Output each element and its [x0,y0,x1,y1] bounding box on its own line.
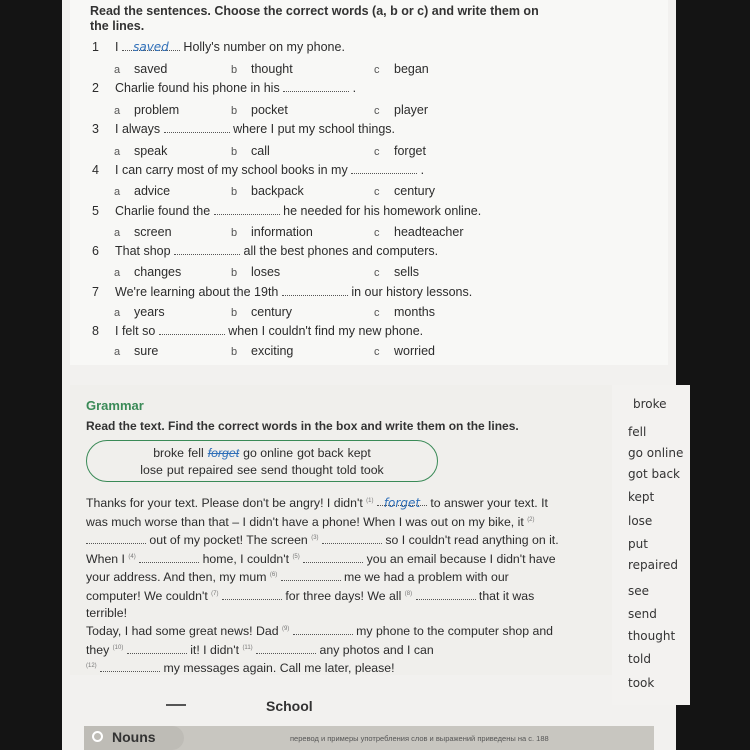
option-a[interactable] [114,62,167,76]
question-number: 7 [92,285,99,299]
option-letter: b [231,64,238,76]
text-segment: for three days! We all [285,589,402,604]
option-c[interactable] [374,344,435,358]
option-c[interactable] [374,62,429,76]
option-word: advice [134,184,171,198]
option-word: months [394,305,435,319]
option-word: exciting [251,344,294,358]
option-c[interactable] [374,103,428,117]
box-word: lose [140,463,163,477]
text-segment: me we had a problem with our computer! We couldn't [86,570,509,604]
answer-blank[interactable] [282,285,348,296]
option-a[interactable] [114,265,181,279]
box-word: see [237,463,257,477]
option-word: headteacher [394,225,464,239]
option-word: worried [394,344,435,358]
option-letter: b [231,346,238,358]
option-word: pocket [251,103,288,117]
option-b[interactable] [231,344,293,358]
option-letter: a [114,64,121,76]
question-number: 4 [92,163,99,177]
option-word: backpack [251,184,304,198]
question-5 [92,204,481,218]
question-text-after: . [349,81,357,95]
box-word: forget [207,446,240,460]
option-b[interactable] [231,305,292,319]
answer-blank[interactable] [283,81,349,92]
text-segment: so I couldn't read anything on it. When I [86,533,559,566]
question-text-after: all the best phones and computers. [240,244,439,258]
option-letter: b [231,105,238,117]
option-word: speak [134,144,168,158]
box-word: repaired [187,463,234,477]
option-letter: a [114,146,121,158]
gap-number: (11) [242,644,253,651]
question-1 [92,40,345,54]
question-3 [92,122,395,136]
question-text-after: in our history lessons. [347,285,473,299]
option-letter: a [114,227,121,239]
box-word: send [260,463,288,477]
question-text-after: . [417,163,425,177]
option-letter: c [374,105,380,117]
grammar-text [86,493,566,677]
question-7 [92,285,472,299]
option-word: saved [134,62,168,76]
box-word: go online [243,446,294,460]
option-a[interactable] [114,184,170,198]
text-segment: that it was terrible! [86,589,535,620]
option-letter: b [231,146,238,158]
question-text-before: Charlie found his phone in his [115,81,284,95]
option-letter: b [231,186,238,198]
option-a[interactable] [114,305,165,319]
text-segment: any photos and I can [319,642,434,657]
box-word: kept [347,446,371,460]
question-text-before: Charlie found the [115,204,214,218]
option-word: information [251,225,313,239]
gap-number: (12) [86,663,97,670]
option-word: years [134,305,165,319]
question-6 [92,244,438,258]
side-word: fell [628,425,647,439]
gap-9[interactable] [293,624,353,635]
text-segment: out of my pocket! The screen [149,533,308,548]
gap-10[interactable] [127,643,187,654]
side-word: put [628,537,648,551]
gap-1[interactable] [377,495,427,511]
side-word: took [628,676,655,690]
question-4 [92,163,424,177]
side-word: thought [628,629,676,643]
word-box [86,440,438,482]
option-b[interactable] [231,184,304,198]
option-word: player [394,103,429,117]
option-letter: b [231,307,238,319]
text-segment: you an email because I didn't have your address. And then, my mum [86,551,556,585]
answer-blank[interactable] [214,204,280,215]
handwritten-answer: forget [383,496,421,511]
option-b[interactable] [231,144,270,158]
gap-number: (8) [404,590,413,597]
option-word: problem [134,103,180,117]
gap-11[interactable] [256,643,316,654]
option-letter: c [374,64,380,76]
gap-number: (10) [112,644,124,651]
gap-number: (1) [366,498,374,504]
question-2 [92,81,356,95]
option-letter: c [374,267,380,279]
box-word: put [166,463,184,477]
question-number: 1 [92,40,99,54]
side-word: go online [628,446,684,460]
grammar-instruction: Read the text. Find the correct words in the box and write them on the lines. [86,419,519,433]
text-segment: my phone to the computer shop and they [86,624,554,657]
option-c[interactable] [374,225,464,239]
option-letter: a [114,105,121,117]
side-word: broke [633,397,667,411]
word-box-line-1 [87,445,437,462]
option-letter: a [114,307,121,319]
option-word: forget [394,144,426,158]
option-word: began [394,62,429,76]
question-number: 8 [92,324,99,338]
question-text-before: I [115,40,122,54]
option-letter: a [114,346,121,358]
gap-4[interactable] [139,552,199,563]
gap-6[interactable] [281,570,341,581]
box-word: told [336,463,357,477]
grammar-heading: Grammar [86,398,144,413]
gap-number: (6) [269,572,278,579]
box-word: took [360,463,384,477]
question-text-after: Holly's number on my phone. [179,40,345,54]
divider [166,704,186,706]
handwritten-answer: saved [133,40,169,54]
side-word: repaired [628,558,679,572]
question-text-before: I can carry most of my school books in my [115,163,352,177]
text-segment: Today, I had some great news! Dad [86,624,279,639]
gap-number: (2) [527,516,535,523]
option-c[interactable] [374,184,435,198]
option-c[interactable] [374,305,435,319]
word-box-line-2 [87,462,437,479]
gap-7[interactable] [222,589,282,600]
box-word: fell [187,446,204,460]
side-word: send [628,607,657,621]
option-word: sure [134,344,159,358]
option-b[interactable] [231,225,313,239]
gap-8[interactable] [416,589,476,600]
question-text-before: That shop [115,244,175,258]
gap-12[interactable] [100,661,160,672]
text-segment: it! I didn't [190,642,240,657]
option-letter: a [114,186,121,198]
option-a[interactable] [114,144,167,158]
option-a[interactable] [114,103,179,117]
option-word: loses [251,265,281,279]
option-letter: c [374,346,380,358]
option-letter: c [374,186,380,198]
option-letter: a [114,267,121,279]
box-word: thought [291,463,333,477]
side-word: got back [628,467,680,481]
option-word: call [251,144,270,158]
option-letter: b [231,267,238,279]
option-b[interactable] [231,62,293,76]
side-word-column [612,385,690,705]
text-segment: home, I couldn't [202,551,290,566]
gap-number: (4) [128,553,136,560]
text-segment: to answer your text. It was much worse than that – I didn't have a phone! When I was out on my bike, it [86,496,548,529]
option-letter: c [374,227,380,239]
gap-number: (7) [211,590,219,597]
option-letter: c [374,146,380,158]
option-a[interactable] [114,225,172,239]
question-number: 6 [92,244,99,258]
option-word: sells [394,265,420,279]
box-word: broke [153,446,184,460]
option-a[interactable] [114,344,158,358]
option-word: screen [134,225,172,239]
answer-blank[interactable] [159,324,225,335]
question-text-after: when I couldn't find my new phone. [224,324,424,338]
side-word: kept [628,490,655,504]
translation-note: перевод и примеры употребления слов и выражений приведены на с. 188 [290,734,549,743]
gap-5[interactable] [303,552,363,563]
option-letter: b [231,227,238,239]
question-number: 2 [92,81,99,95]
text-segment: Thanks for your text. Please don't be angry! I didn't [86,496,363,511]
question-number: 3 [92,122,99,136]
gap-3[interactable] [322,533,382,544]
answer-blank[interactable] [351,163,417,174]
option-word: thought [251,62,293,76]
nouns-heading: Nouns [112,729,156,745]
answer-blank[interactable] [122,40,180,54]
gap-number: (5) [292,553,300,560]
side-word: lose [628,514,653,528]
circle-icon [92,731,103,742]
text-segment: my messages again. Call me later, please! [163,661,395,676]
answer-blank[interactable] [174,244,240,255]
option-c[interactable] [374,265,419,279]
question-text-before: I always [115,122,164,136]
gap-number: (3) [311,535,319,542]
gap-2[interactable] [86,533,146,544]
question-text-after: he needed for his homework online. [279,204,482,218]
option-letter: c [374,307,380,319]
option-word: century [251,305,292,319]
question-text-after: where I put my school things. [229,122,395,136]
question-text-before: We're learning about the 19th [115,285,282,299]
side-word: see [628,584,650,598]
school-heading: School [266,698,313,714]
question-8 [92,324,423,338]
option-b[interactable] [231,103,288,117]
vocab-instruction: Read the sentences. Choose the correct words (a, b or c) and write them on the lines. [90,4,539,33]
box-word: got back [297,446,344,460]
gap-number: (9) [281,626,290,633]
option-c[interactable] [374,144,426,158]
option-word: century [394,184,435,198]
answer-blank[interactable] [164,122,230,133]
option-b[interactable] [231,265,280,279]
question-text-before: I felt so [115,324,159,338]
side-word: told [628,652,651,666]
option-word: changes [134,265,182,279]
question-number: 5 [92,204,99,218]
